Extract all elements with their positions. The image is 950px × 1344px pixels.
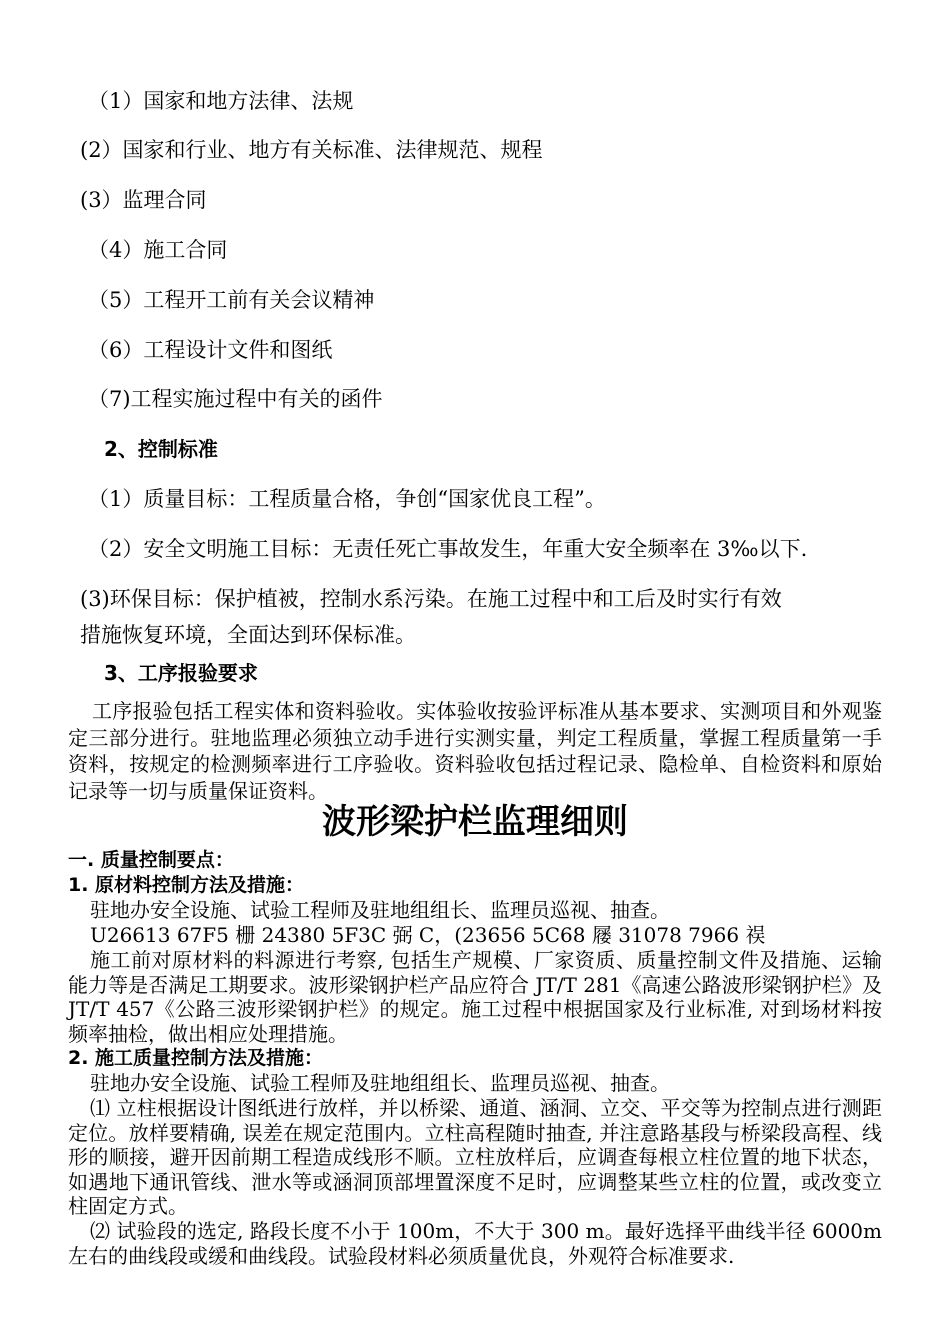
sub2-paragraph-1: ⑴ 立柱根据设计图纸进行放样，并以桥梁、通道、涵洞、立交、平交等为控制点进行测距定位。放样要精确, 误差在规定范围内。立柱高程随时抽查, 并注意路基段与桥梁段高程、线形的顺接，避开因前期工程造成线形不顺。立柱放样后，应调查每根立柱位置的地下状态，如遇地下通讯管线、泄水等或涵洞顶部埋置深度不足时，应调整某些立柱的位置，或改变立柱固定方式。 <box>68 1096 882 1218</box>
basis-item-3: (3）监理合同 <box>80 188 207 212</box>
section2-heading: 2、控制标准 <box>104 437 218 461</box>
section2-item-3-cont: 措施恢复环境，全面达到环保标准。 <box>80 623 416 647</box>
sub1-line-1: 驻地办安全设施、试验工程师及驻地组组长、监理员巡视、抽查。 <box>90 898 670 922</box>
section2-item-2: （2）安全文明施工目标：无责任死亡事故发生，年重大安全频率在 3‰以下. <box>88 537 808 561</box>
basis-item-4: （4）施工合同 <box>88 238 228 262</box>
part1-heading: 一. 质量控制要点： <box>68 849 234 871</box>
sub1-paragraph: 施工前对原材料的料源进行考察, 包括生产规模、厂家资质、质量控制文件及措施、运输能力等是否满足工期要求。波形梁钢护栏产品应符合 JT/T 281《高速公路波形梁钢护栏》及 JT/T 457《公路三波形梁钢护栏》的规定。施工过程中根据国家及行业标准, 对到场材料按频率抽检，做出相应处理措施。 <box>68 948 882 1046</box>
section3-heading: 3、工序报验要求 <box>104 661 258 685</box>
sub2-line-1: 驻地办安全设施、试验工程师及驻地组组长、监理员巡视、抽查。 <box>90 1071 670 1095</box>
sub2-paragraph-2: ⑵ 试验段的选定, 路段长度不小于 100m，不大于 300 m。最好选择平曲线半径 6000m 左右的曲线段或缓和曲线段。试验段材料必须质量优良，外观符合标准要求. <box>68 1219 882 1268</box>
sub1-heading: 1. 原材料控制方法及措施： <box>68 874 305 896</box>
basis-item-2: (2）国家和行业、地方有关标准、法律规范、规程 <box>80 138 543 162</box>
section2-item-3: (3)环保目标：保护植被，控制水系污染。在施工过程中和工后及时实行有效 <box>80 587 782 611</box>
basis-item-5: （5）工程开工前有关会议精神 <box>88 288 375 312</box>
section2-item-1: （1）质量目标：工程质量合格，争创“国家优良工程”。 <box>88 487 606 511</box>
document-title: 波形梁护栏监理细则 <box>322 802 628 842</box>
sub1-line-2: U26613 67F5 栅 24380 5F3C 弼 C，(23656 5C68 屦 31078 7966 祦 <box>90 923 766 947</box>
basis-item-6: （6）工程设计文件和图纸 <box>88 338 333 362</box>
basis-item-1: （1）国家和地方法律、法规 <box>88 89 354 113</box>
sub2-heading: 2. 施工质量控制方法及措施： <box>68 1047 324 1069</box>
basis-item-7: （7)工程实施过程中有关的函件 <box>88 387 383 411</box>
section3-paragraph: 工序报验包括工程实体和资料验收。实体验收按验评标准从基本要求、实测项目和外观鉴定三部分进行。驻地监理必须独立动手进行实测实量，判定工程质量，掌握工程质量第一手资料，按规定的检测频率进行工序验收。资料验收包括过程记录、隐检单、自检资料和原始记录等一切与质量保证资料。 <box>68 699 882 803</box>
